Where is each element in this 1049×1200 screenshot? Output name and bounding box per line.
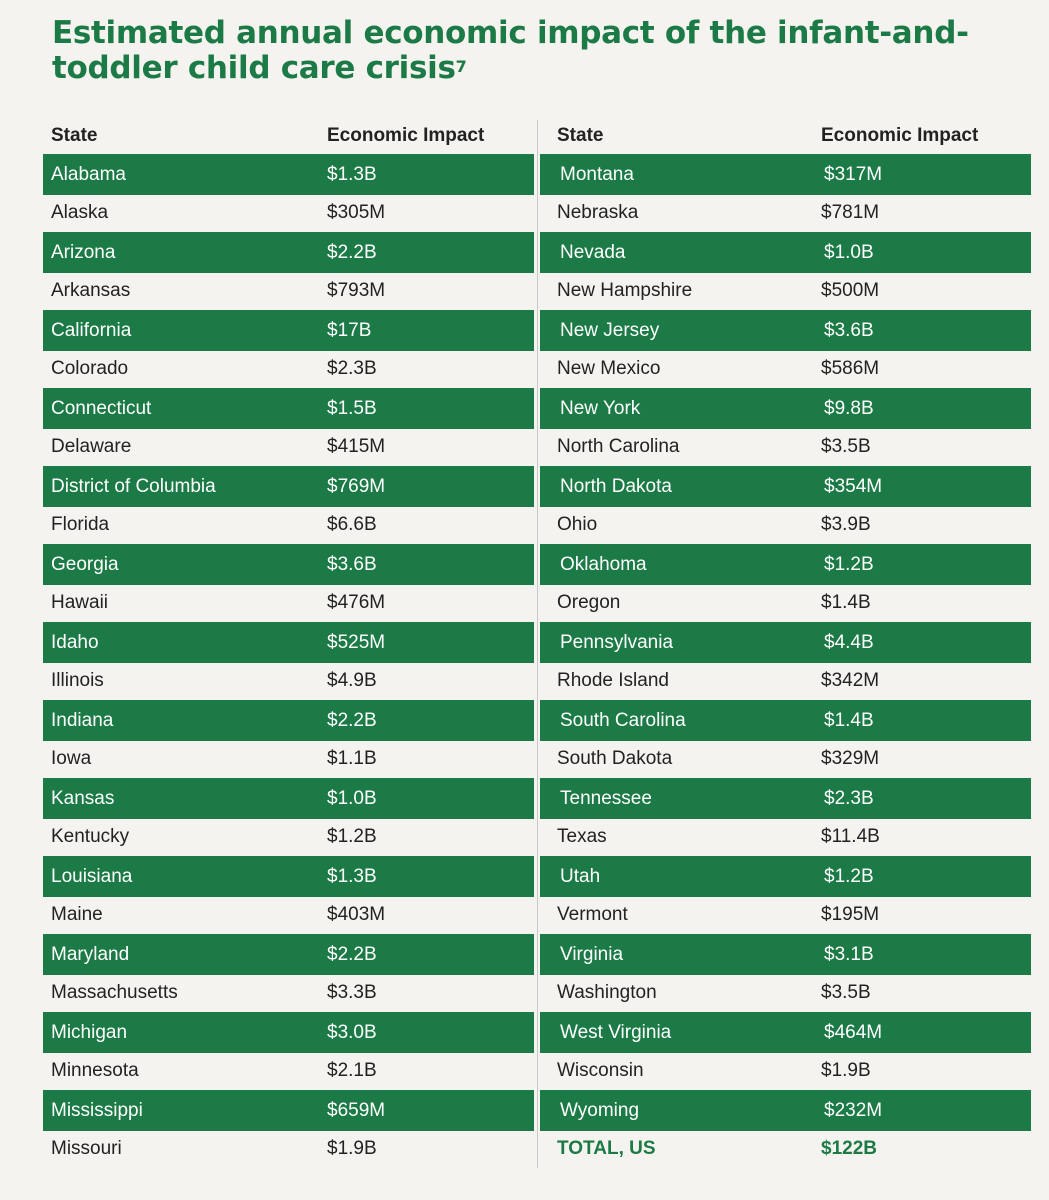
table-row (43, 934, 534, 975)
table-row (540, 622, 1031, 663)
state-name: Massachusetts (51, 981, 178, 1003)
left-rows (43, 154, 537, 1168)
state-name: Maine (51, 903, 103, 925)
state-name: Ohio (557, 513, 598, 535)
state-name: Alaska (51, 201, 109, 223)
total-label: TOTAL, US (557, 1137, 656, 1159)
impact-value: $659M (327, 1099, 386, 1121)
state-name: Nebraska (557, 201, 639, 223)
table-row (540, 466, 1031, 507)
header-state: State (557, 125, 604, 146)
table-row (540, 544, 1031, 585)
table-row (43, 544, 534, 585)
right-rows (537, 154, 1031, 1168)
state-name: Oklahoma (560, 553, 647, 575)
table-left-column (43, 118, 537, 1168)
state-name: New York (560, 397, 641, 419)
state-name: Colorado (51, 357, 129, 379)
impact-value: $793M (327, 279, 386, 301)
table-row (537, 1051, 1031, 1090)
state-name: Michigan (51, 1021, 128, 1043)
state-name: Rhode Island (557, 669, 669, 691)
table-row (537, 193, 1031, 232)
state-name: North Dakota (560, 475, 672, 497)
table-row (540, 856, 1031, 897)
table-row (540, 388, 1031, 429)
table-row (540, 700, 1031, 741)
table-row (540, 154, 1031, 195)
state-name: Georgia (51, 553, 119, 575)
impact-value: $3.5B (821, 981, 871, 1003)
table-row (537, 661, 1031, 700)
state-name: Florida (51, 513, 110, 535)
impact-table (43, 118, 1031, 1168)
table-row (537, 739, 1031, 778)
table-row (43, 622, 534, 663)
table-header (43, 118, 537, 154)
table-row (43, 895, 537, 934)
impact-value: $4.9B (327, 669, 377, 691)
impact-value: $11.4B (821, 825, 880, 847)
table-row (540, 310, 1031, 351)
state-name: Texas (557, 825, 607, 847)
table-right-column (537, 118, 1031, 1168)
table-row (43, 1129, 537, 1168)
state-name: Maryland (51, 943, 130, 965)
header-impact: Economic Impact (821, 125, 979, 146)
state-name: Mississippi (51, 1099, 143, 1121)
state-name: Kentucky (51, 825, 130, 847)
state-name: New Mexico (557, 357, 661, 379)
table-row (537, 583, 1031, 622)
impact-value: $2.2B (327, 943, 377, 965)
table-row (537, 895, 1031, 934)
impact-value: $3.6B (824, 319, 874, 341)
state-name: Nevada (560, 241, 626, 263)
impact-value: $2.2B (327, 241, 377, 263)
table-row (43, 700, 534, 741)
state-name: Vermont (557, 903, 628, 925)
table-row (537, 973, 1031, 1012)
state-name: Iowa (51, 747, 92, 769)
state-name: Montana (560, 163, 634, 185)
header-state: State (51, 125, 98, 146)
impact-value: $2.3B (327, 357, 377, 379)
impact-value: $1.5B (327, 397, 377, 419)
table-row (43, 505, 537, 544)
impact-value: $3.9B (821, 513, 871, 535)
impact-value: $500M (821, 279, 880, 301)
state-name: District of Columbia (51, 475, 216, 497)
impact-value: $1.9B (327, 1137, 377, 1159)
impact-value: $232M (824, 1099, 883, 1121)
state-name: Missouri (51, 1137, 122, 1159)
impact-value: $1.4B (824, 709, 874, 731)
table-row (537, 505, 1031, 544)
table-row (537, 271, 1031, 310)
state-name: California (51, 319, 132, 341)
impact-value: $1.2B (824, 865, 874, 887)
state-name: Washington (557, 981, 657, 1003)
state-name: Arizona (51, 241, 116, 263)
state-name: Tennessee (560, 787, 652, 809)
state-name: Oregon (557, 591, 621, 613)
table-row (43, 232, 534, 273)
state-name: Alabama (51, 163, 126, 185)
table-row (43, 856, 534, 897)
impact-value: $2.3B (824, 787, 874, 809)
table-row (43, 778, 534, 819)
impact-value: $781M (821, 201, 880, 223)
impact-value: $195M (821, 903, 880, 925)
state-name: South Carolina (560, 709, 686, 731)
impact-value: $3.5B (821, 435, 871, 457)
table-row (43, 466, 534, 507)
table-row (43, 583, 537, 622)
impact-value: $4.4B (824, 631, 874, 653)
table-row (43, 661, 537, 700)
state-name: Indiana (51, 709, 114, 731)
impact-value: $9.8B (824, 397, 874, 419)
impact-value: $1.0B (824, 241, 874, 263)
state-name: South Dakota (557, 747, 673, 769)
impact-value: $769M (327, 475, 386, 497)
state-name: Minnesota (51, 1059, 139, 1081)
state-name: Illinois (51, 669, 104, 691)
table-row (43, 739, 537, 778)
state-name: North Carolina (557, 435, 680, 457)
impact-value: $464M (824, 1021, 883, 1043)
state-name: Wyoming (560, 1099, 640, 1121)
impact-value: $354M (824, 475, 883, 497)
page-title (52, 16, 1012, 86)
impact-value: $305M (327, 201, 386, 223)
impact-value: $329M (821, 747, 880, 769)
total-row (537, 1129, 1031, 1168)
table-row (540, 232, 1031, 273)
table-header (537, 118, 1031, 154)
state-name: Louisiana (51, 865, 133, 887)
table-row (43, 1051, 537, 1090)
table-row (537, 817, 1031, 856)
impact-value: $1.1B (327, 747, 377, 769)
impact-value: $586M (821, 357, 880, 379)
impact-value: $415M (327, 435, 386, 457)
state-name: Wisconsin (557, 1059, 644, 1081)
impact-value: $3.6B (327, 553, 377, 575)
table-row (540, 778, 1031, 819)
impact-value: $2.2B (327, 709, 377, 731)
table-row (43, 427, 537, 466)
table-row (43, 349, 537, 388)
title-footnote: 7 (455, 57, 467, 76)
impact-value: $3.3B (327, 981, 377, 1003)
table-row (43, 388, 534, 429)
impact-value: $317M (824, 163, 883, 185)
state-name: Kansas (51, 787, 115, 809)
state-name: Idaho (51, 631, 99, 653)
impact-value: $1.3B (327, 163, 377, 185)
state-name: Hawaii (51, 591, 109, 613)
state-name: Connecticut (51, 397, 152, 419)
impact-value: $1.4B (821, 591, 871, 613)
table-row (43, 1012, 534, 1053)
impact-value: $3.1B (824, 943, 874, 965)
table-row (43, 1090, 534, 1131)
impact-value: $1.0B (327, 787, 377, 809)
impact-value: $403M (327, 903, 386, 925)
table-row (43, 193, 537, 232)
table-row (537, 349, 1031, 388)
impact-value: $1.9B (821, 1059, 871, 1081)
table-row (540, 934, 1031, 975)
state-name: Delaware (51, 435, 132, 457)
impact-value: $17B (327, 319, 372, 341)
table-row (43, 271, 537, 310)
impact-value: $1.2B (824, 553, 874, 575)
state-name: New Jersey (560, 319, 660, 341)
table-row (537, 427, 1031, 466)
impact-value: $1.2B (327, 825, 377, 847)
state-name: West Virginia (560, 1021, 672, 1043)
table-row (43, 817, 537, 856)
impact-value: $3.0B (327, 1021, 377, 1043)
title-text: Estimated annual economic impact of the infant-and-toddler child care crisis (52, 15, 969, 86)
impact-value: $2.1B (327, 1059, 377, 1081)
state-name: Utah (560, 865, 601, 887)
table-row (540, 1090, 1031, 1131)
table-row (540, 1012, 1031, 1053)
state-name: Virginia (560, 943, 624, 965)
impact-value: $525M (327, 631, 386, 653)
state-name: New Hampshire (557, 279, 693, 301)
total-value: $122B (821, 1137, 877, 1159)
state-name: Arkansas (51, 279, 131, 301)
impact-value: $6.6B (327, 513, 377, 535)
impact-value: $476M (327, 591, 386, 613)
table-row (43, 973, 537, 1012)
table-row (43, 310, 534, 351)
header-impact: Economic Impact (327, 125, 485, 146)
table-row (43, 154, 534, 195)
impact-value: $1.3B (327, 865, 377, 887)
state-name: Pennsylvania (560, 631, 674, 653)
impact-value: $342M (821, 669, 880, 691)
